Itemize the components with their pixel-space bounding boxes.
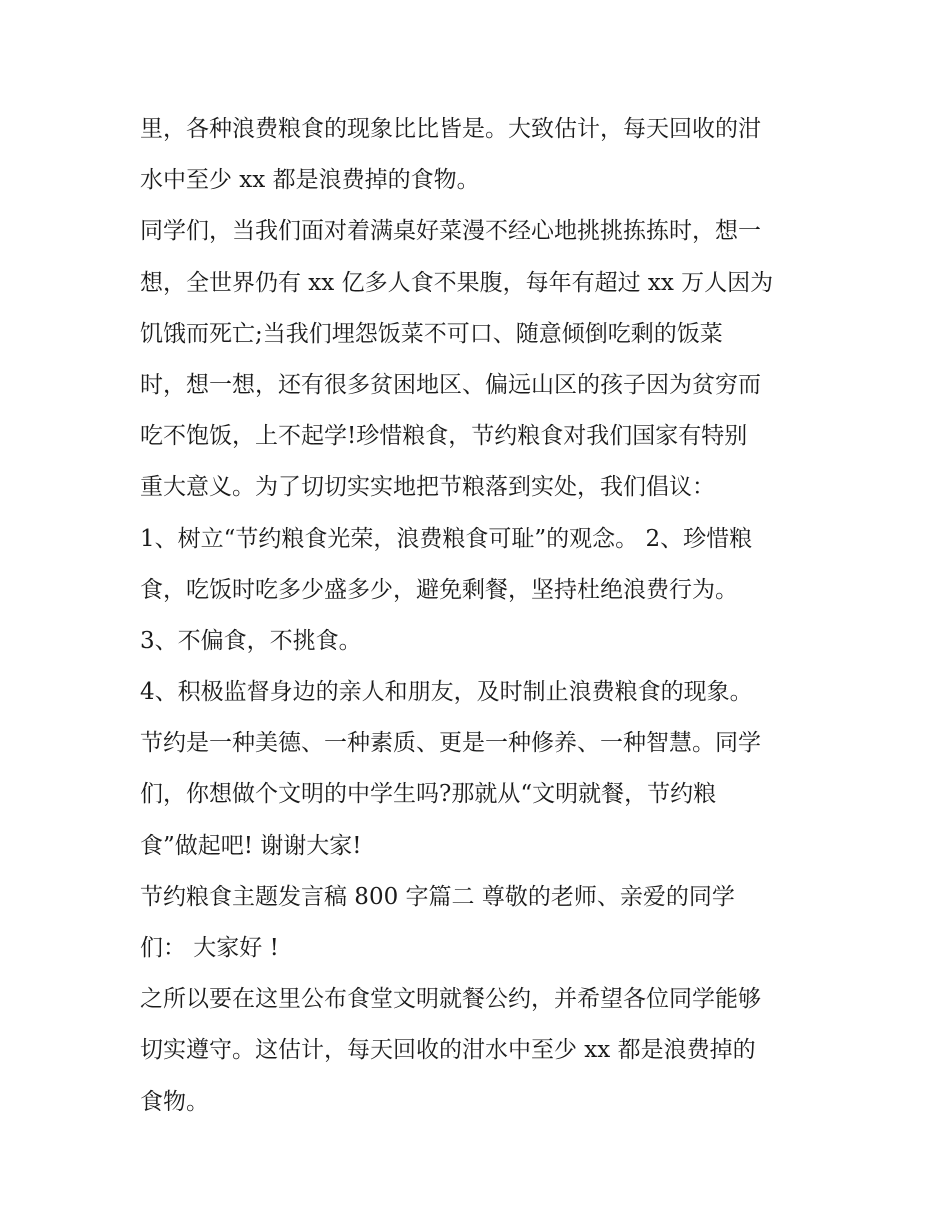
text-line: 想，全世界仍有 xx 亿多人食不果腹，每年有超过 xx 万人因为	[140, 269, 774, 296]
text-line: 重大意义。为了切切实实地把节粮落到实处，我们倡议：	[140, 474, 715, 501]
text-line: 食，吃饭时吃多少盛多少，避免剩餐，坚持杜绝浪费行为。	[140, 576, 738, 603]
text-line: 吃不饱饭，上不起学!珍惜粮食，节约粮食对我们国家有特别	[140, 423, 748, 450]
text-line: 水中至少 xx 都是浪费掉的食物。	[140, 167, 480, 194]
text-line: 饥饿而死亡;当我们埋怨饭菜不可口、随意倾倒吃剩的饭菜	[140, 320, 723, 347]
text-line: 同学们，当我们面对着满桌好菜漫不经心地挑挑拣拣时，想一	[140, 218, 761, 245]
text-line: 时，想一想，还有很多贫困地区、偏远山区的孩子因为贫穷而	[140, 371, 761, 398]
text-line: 食”做起吧! 谢谢大家!	[140, 832, 362, 859]
text-line: 之所以要在这里公布食堂文明就餐公约，并希望各位同学能够	[140, 986, 761, 1013]
text-line: 们，你想做个文明的中学生吗?那就从“文明就餐，节约粮	[140, 781, 717, 808]
text-line: 食物。	[140, 1088, 209, 1115]
text-line: 切实遵守。这估计，每天回收的泔水中至少 xx 都是浪费掉的	[140, 1037, 756, 1064]
list-item-1: 1、树立“节约粮食光荣，浪费粮食可耻”的观念。 2、珍惜粮	[140, 525, 753, 552]
greeting-line: 们： 大家好 !	[140, 935, 279, 961]
list-item-4: 4、积极监督身边的亲人和朋友，及时制止浪费粮食的现象。	[140, 679, 753, 706]
list-item-3: 3、不偏食，不挑食。	[140, 627, 362, 654]
text-line: 节约是一种美德、一种素质、更是一种修养、一种智慧。同学	[140, 730, 761, 757]
section-heading: 节约粮食主题发言稿 800 字篇二 尊敬的老师、亲爱的同学	[140, 883, 735, 910]
text-line: 里，各种浪费粮食的现象比比皆是。大致估计，每天回收的泔	[140, 116, 761, 142]
document-body	[140, 104, 830, 1128]
